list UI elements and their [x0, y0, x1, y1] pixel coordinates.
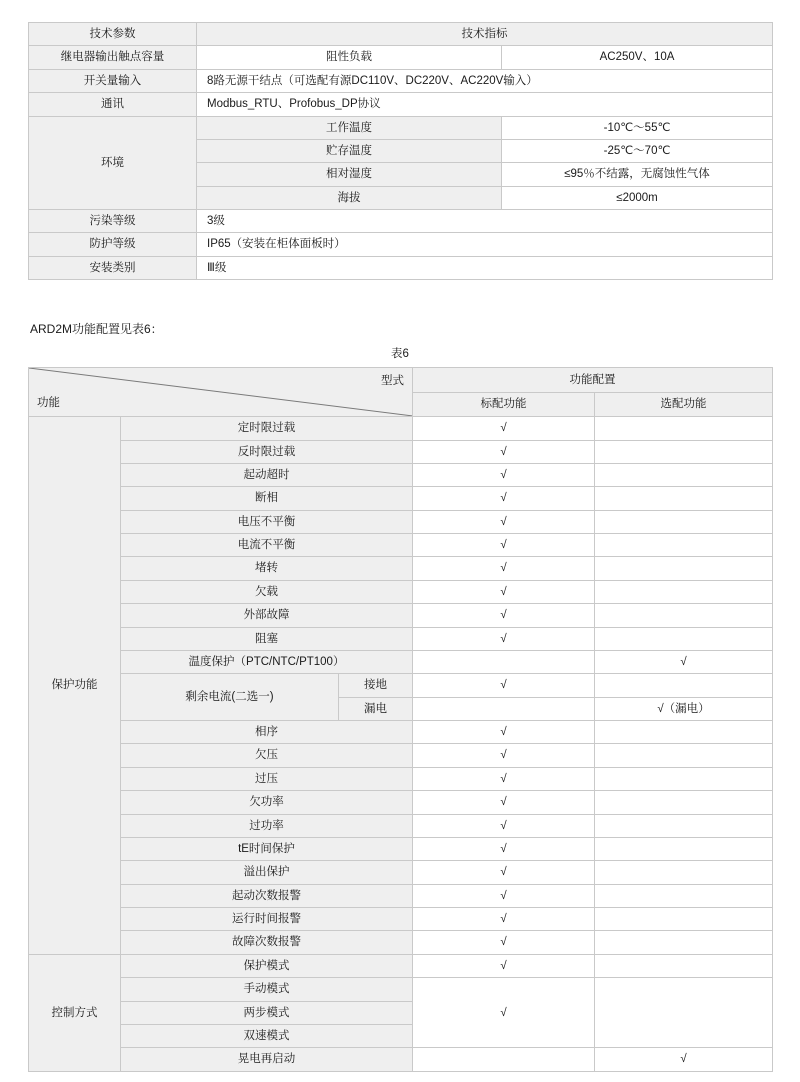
table-row	[29, 417, 773, 440]
standard-mark: √	[413, 978, 595, 1048]
spec-label-pollution: 污染等级	[29, 210, 197, 233]
function-item: 晃电再启动	[121, 1048, 413, 1071]
function-item: 电压不平衡	[121, 510, 413, 533]
function-item: 故障次数报警	[121, 931, 413, 954]
spec-label-di: 开关量输入	[29, 69, 197, 92]
standard-mark: √	[413, 814, 595, 837]
table-row	[29, 650, 773, 673]
optional-mark	[595, 604, 773, 627]
table-row	[29, 463, 773, 486]
config-header-optional: 选配功能	[595, 392, 773, 417]
table-row	[29, 210, 773, 233]
table-row	[29, 721, 773, 744]
table-row	[29, 604, 773, 627]
table-row	[29, 368, 773, 393]
table-row	[29, 23, 773, 46]
function-item: 电流不平衡	[121, 534, 413, 557]
diagonal-divider-icon	[29, 368, 412, 416]
spec-value-relay-rating: AC250V、10A	[502, 46, 773, 69]
table-row	[29, 861, 773, 884]
env-item-value: ≤2000m	[502, 186, 773, 209]
table-row	[29, 1048, 773, 1071]
standard-mark	[413, 650, 595, 673]
function-item: 起动超时	[121, 463, 413, 486]
table-row	[29, 791, 773, 814]
optional-mark	[595, 627, 773, 650]
optional-mark: √（漏电）	[595, 697, 773, 720]
function-item: 欠功率	[121, 791, 413, 814]
section-gap	[28, 280, 772, 320]
optional-mark: √	[595, 650, 773, 673]
optional-mark	[595, 978, 773, 1048]
optional-mark: √	[595, 1048, 773, 1071]
tech-spec-table	[28, 22, 773, 280]
table-row	[29, 256, 773, 279]
standard-mark: √	[413, 837, 595, 860]
optional-mark	[595, 837, 773, 860]
spec-value-di: 8路无源干结点（可选配有源DC110V、DC220V、AC220V输入）	[197, 69, 773, 92]
spec-value-relay-load: 阻性负载	[197, 46, 502, 69]
spec-value-install: Ⅲ级	[197, 256, 773, 279]
table-corner-header	[29, 368, 413, 417]
table-row	[29, 931, 773, 954]
standard-mark: √	[413, 534, 595, 557]
spec-value-pollution: 3级	[197, 210, 773, 233]
env-item-name: 相对湿度	[197, 163, 502, 186]
spec-label-relay: 继电器输出触点容量	[29, 46, 197, 69]
optional-mark	[595, 744, 773, 767]
function-item: 堵转	[121, 557, 413, 580]
function-item: 外部故障	[121, 604, 413, 627]
optional-mark	[595, 814, 773, 837]
optional-mark	[595, 440, 773, 463]
env-item-name: 海拔	[197, 186, 502, 209]
table-row	[29, 534, 773, 557]
function-item: 过功率	[121, 814, 413, 837]
table-row	[29, 69, 773, 92]
table-row	[29, 510, 773, 533]
function-item-residual: 剩余电流(二选一)	[121, 674, 339, 721]
table-row	[29, 487, 773, 510]
config-header-standard: 标配功能	[413, 392, 595, 417]
function-item: 相序	[121, 721, 413, 744]
standard-mark: √	[413, 580, 595, 603]
optional-mark	[595, 908, 773, 931]
table-row	[29, 908, 773, 931]
optional-mark	[595, 417, 773, 440]
table-row	[29, 884, 773, 907]
function-item: 双速模式	[121, 1024, 413, 1047]
function-item: 反时限过载	[121, 440, 413, 463]
table-row	[29, 954, 773, 977]
optional-mark	[595, 861, 773, 884]
standard-mark: √	[413, 440, 595, 463]
residual-sub-item: 漏电	[339, 697, 413, 720]
standard-mark: √	[413, 721, 595, 744]
standard-mark: √	[413, 767, 595, 790]
table-row	[29, 767, 773, 790]
standard-mark: √	[413, 674, 595, 697]
spec-value-comm: Modbus_RTU、Profobus_DP协议	[197, 93, 773, 116]
function-item: 起动次数报警	[121, 884, 413, 907]
function-item: 欠载	[121, 580, 413, 603]
table-row	[29, 93, 773, 116]
table-row	[29, 233, 773, 256]
table-row	[29, 580, 773, 603]
standard-mark	[413, 697, 595, 720]
function-item: 欠压	[121, 744, 413, 767]
env-item-value: -10℃～55℃	[502, 116, 773, 139]
spec-label-protection: 防护等级	[29, 233, 197, 256]
function-item: 手动模式	[121, 978, 413, 1001]
standard-mark	[413, 1048, 595, 1071]
table-row	[29, 674, 773, 697]
standard-mark: √	[413, 954, 595, 977]
spec-label-install: 安装类别	[29, 256, 197, 279]
standard-mark: √	[413, 510, 595, 533]
standard-mark: √	[413, 463, 595, 486]
env-item-name: 贮存温度	[197, 139, 502, 162]
optional-mark	[595, 954, 773, 977]
standard-mark: √	[413, 791, 595, 814]
optional-mark	[595, 767, 773, 790]
group-label-control: 控制方式	[29, 954, 121, 1071]
corner-type-label: 型式	[381, 375, 405, 388]
standard-mark: √	[413, 931, 595, 954]
table-row	[29, 116, 773, 139]
table-row	[29, 744, 773, 767]
standard-mark: √	[413, 557, 595, 580]
function-item: 两步模式	[121, 1001, 413, 1024]
standard-mark: √	[413, 604, 595, 627]
table-row	[29, 557, 773, 580]
standard-mark: √	[413, 744, 595, 767]
optional-mark	[595, 931, 773, 954]
function-item: 过压	[121, 767, 413, 790]
optional-mark	[595, 463, 773, 486]
optional-mark	[595, 487, 773, 510]
table-row	[29, 814, 773, 837]
optional-mark	[595, 884, 773, 907]
optional-mark	[595, 510, 773, 533]
optional-mark	[595, 534, 773, 557]
function-item: 温度保护（PTC/NTC/PT100）	[121, 650, 413, 673]
optional-mark	[595, 791, 773, 814]
spec-header-param: 技术参数	[29, 23, 197, 46]
section-note: ARD2M功能配置见表6：	[30, 322, 163, 337]
spec-value-protection: IP65（安装在柜体面板时）	[197, 233, 773, 256]
env-item-value: ≤95％不结露，无腐蚀性气体	[502, 163, 773, 186]
standard-mark: √	[413, 884, 595, 907]
table-row	[29, 627, 773, 650]
standard-mark: √	[413, 861, 595, 884]
table-row	[29, 837, 773, 860]
spec-header-index: 技术指标	[197, 23, 773, 46]
standard-mark: √	[413, 417, 595, 440]
function-item: 断相	[121, 487, 413, 510]
spec-label-comm: 通讯	[29, 93, 197, 116]
function-config-table	[28, 367, 773, 1072]
table-caption: 表6	[391, 348, 409, 361]
optional-mark	[595, 580, 773, 603]
spec-label-environment: 环境	[29, 116, 197, 210]
function-item: 运行时间报警	[121, 908, 413, 931]
standard-mark: √	[413, 487, 595, 510]
env-item-value: -25℃～70℃	[502, 139, 773, 162]
optional-mark	[595, 674, 773, 697]
function-item: 保护模式	[121, 954, 413, 977]
residual-sub-item: 接地	[339, 674, 413, 697]
function-item: 阻塞	[121, 627, 413, 650]
function-item: tE时间保护	[121, 837, 413, 860]
table-row	[29, 978, 773, 1001]
standard-mark: √	[413, 908, 595, 931]
group-label-protection: 保护功能	[29, 417, 121, 955]
optional-mark	[595, 721, 773, 744]
function-item: 溢出保护	[121, 861, 413, 884]
table-row	[29, 46, 773, 69]
function-item: 定时限过载	[121, 417, 413, 440]
optional-mark	[595, 557, 773, 580]
table-row	[29, 440, 773, 463]
standard-mark: √	[413, 627, 595, 650]
corner-function-label: 功能	[37, 396, 60, 409]
env-item-name: 工作温度	[197, 116, 502, 139]
config-header: 功能配置	[413, 368, 773, 393]
